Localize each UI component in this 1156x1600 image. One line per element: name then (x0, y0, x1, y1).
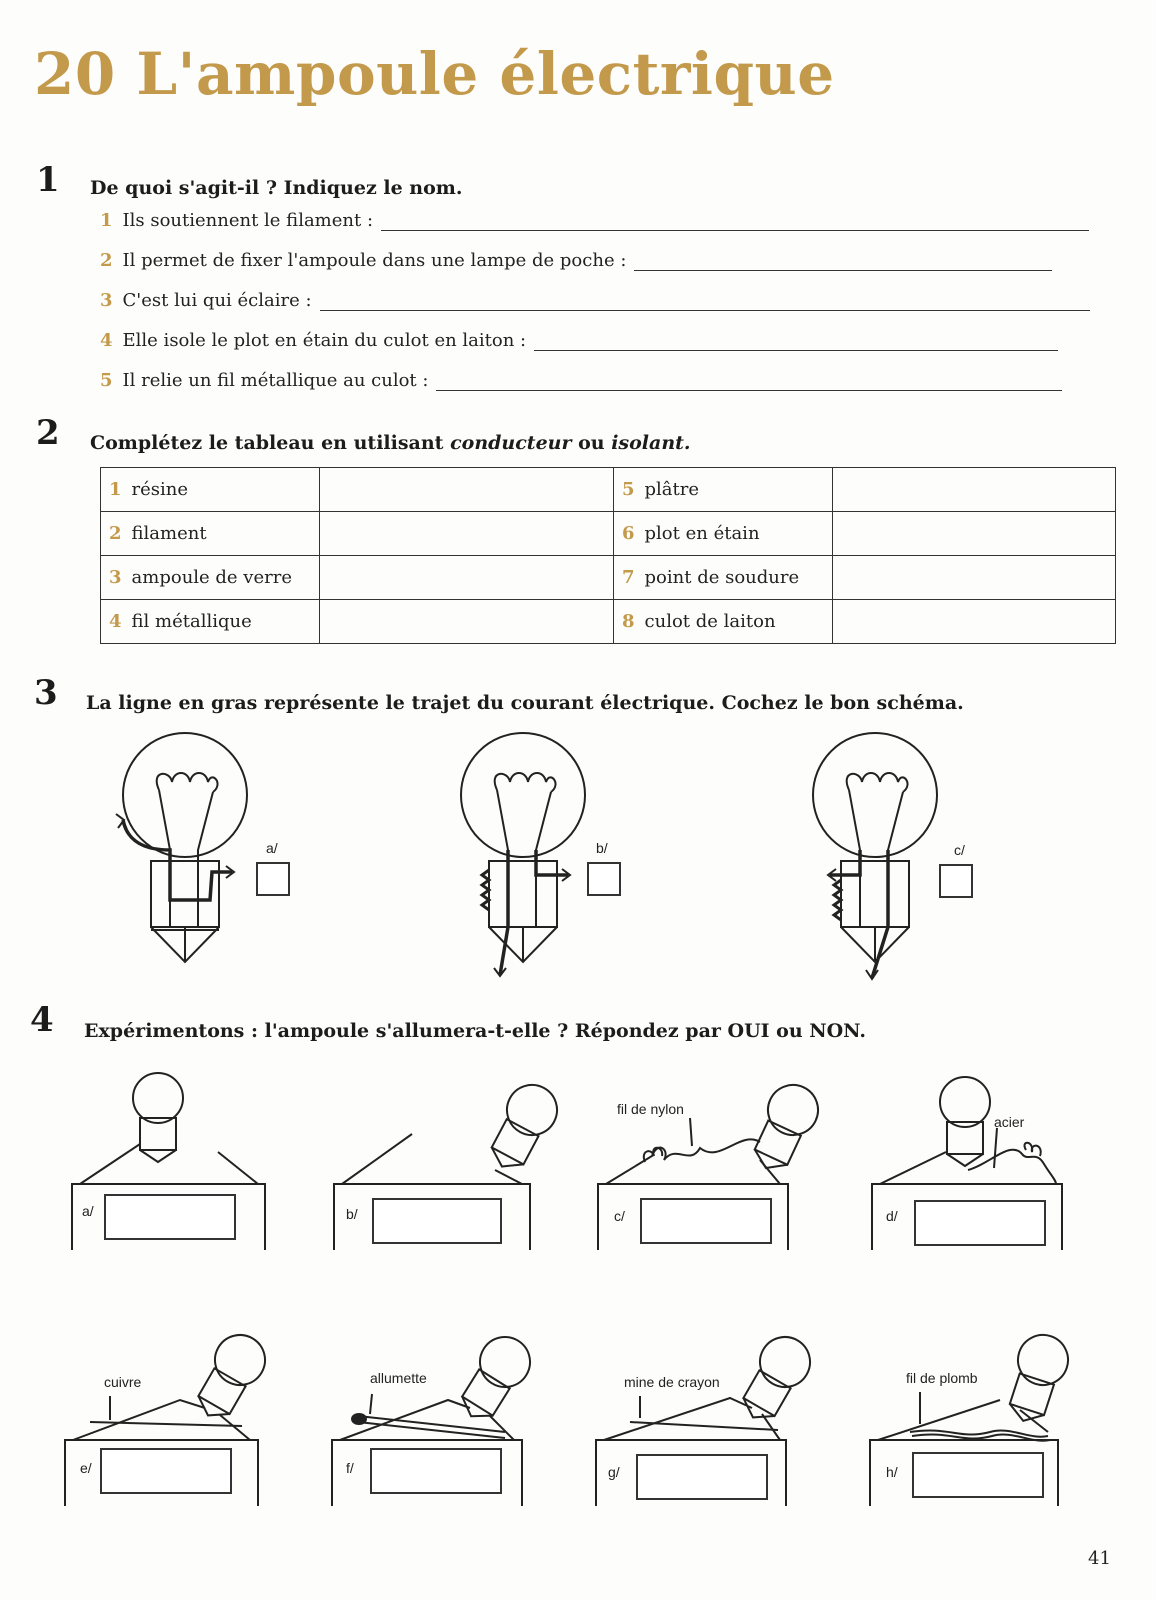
item-number: 8 (622, 611, 635, 632)
item-label: résine (131, 479, 189, 500)
material-label-h: fil de plomb (906, 1370, 978, 1386)
material-label-e: cuivre (104, 1374, 142, 1390)
item-number: 5 (622, 479, 635, 500)
item-label: ampoule de verre (131, 567, 292, 588)
section-1-heading: De quoi s'agit-il ? Indiquez le nom. (90, 177, 463, 199)
material-label-d: acier (994, 1114, 1025, 1130)
checkbox-c[interactable] (939, 864, 973, 898)
item-label: filament (131, 523, 207, 544)
answer-box-e[interactable] (100, 1448, 232, 1494)
experiment-label-b: b/ (346, 1206, 358, 1222)
answer-box-f[interactable] (370, 1448, 502, 1494)
experiment-label-g: g/ (608, 1464, 620, 1480)
heading-conducteur: conducteur (450, 432, 572, 454)
item-number: 6 (622, 523, 635, 544)
section-4-number: 4 (30, 1000, 54, 1040)
answer-box-g[interactable] (636, 1454, 768, 1500)
item-number: 4 (109, 611, 122, 632)
section-1-number: 1 (36, 160, 60, 200)
section-4-heading: Expérimentons : l'ampoule s'allumera-t-elle ? Répondez par OUI ou NON. (84, 1020, 866, 1042)
question-text: Ils soutiennent le filament : (122, 210, 374, 231)
section-3-heading: La ligne en gras représente le trajet du courant électrique. Cochez le bon schéma. (86, 692, 964, 714)
material-label-c: fil de nylon (617, 1101, 684, 1117)
item-number: 7 (622, 567, 635, 588)
item-label: point de soudure (644, 567, 800, 588)
bulb-diagram-a (116, 733, 247, 962)
section-2-number: 2 (36, 413, 60, 453)
question-number: 1 (100, 210, 113, 231)
diagram-label-b: b/ (596, 840, 608, 856)
answer-box-a[interactable] (104, 1194, 236, 1240)
item-label: fil métallique (131, 611, 252, 632)
bulb-diagram-c (813, 733, 937, 979)
answer-box-b[interactable] (372, 1198, 502, 1244)
question-text: Il relie un fil métallique au culot : (122, 370, 429, 391)
material-label-f: allumette (370, 1370, 427, 1386)
checkbox-b[interactable] (587, 862, 621, 896)
question-text: Elle isole le plot en étain du culot en laiton : (122, 330, 527, 351)
question-number: 2 (100, 250, 113, 271)
material-label-g: mine de crayon (624, 1374, 720, 1390)
item-label: culot de laiton (644, 611, 776, 632)
diagram-label-c: c/ (954, 842, 965, 858)
bulb-diagram-b (461, 733, 585, 976)
heading-isolant: isolant. (611, 432, 691, 454)
heading-part: Complétez le tableau en utilisant (90, 432, 451, 454)
question-number: 4 (100, 330, 113, 351)
question-number: 3 (100, 290, 113, 311)
experiment-label-c: c/ (614, 1208, 625, 1224)
question-number: 5 (100, 370, 113, 391)
answer-box-d[interactable] (914, 1200, 1046, 1246)
experiment-label-a: a/ (82, 1203, 94, 1219)
item-number: 1 (109, 479, 122, 500)
answer-box-h[interactable] (912, 1452, 1044, 1498)
experiment-label-h: h/ (886, 1464, 898, 1480)
question-text: Il permet de fixer l'ampoule dans une lampe de poche : (122, 250, 627, 271)
item-number: 3 (109, 567, 122, 588)
item-label: plot en étain (644, 523, 760, 544)
experiment-label-e: e/ (80, 1460, 92, 1476)
experiment-label-f: f/ (346, 1460, 354, 1476)
item-label: plâtre (644, 479, 700, 500)
section-3-number: 3 (34, 673, 58, 713)
answer-box-c[interactable] (640, 1198, 772, 1244)
checkbox-a[interactable] (256, 862, 290, 896)
item-number: 2 (109, 523, 122, 544)
question-text: C'est lui qui éclaire : (122, 290, 312, 311)
heading-part: ou (571, 432, 612, 454)
page-title: 20 L'ampoule électrique (34, 40, 835, 108)
experiment-label-d: d/ (886, 1208, 898, 1224)
page-number: 41 (1088, 1548, 1111, 1569)
diagram-label-a: a/ (266, 840, 278, 856)
